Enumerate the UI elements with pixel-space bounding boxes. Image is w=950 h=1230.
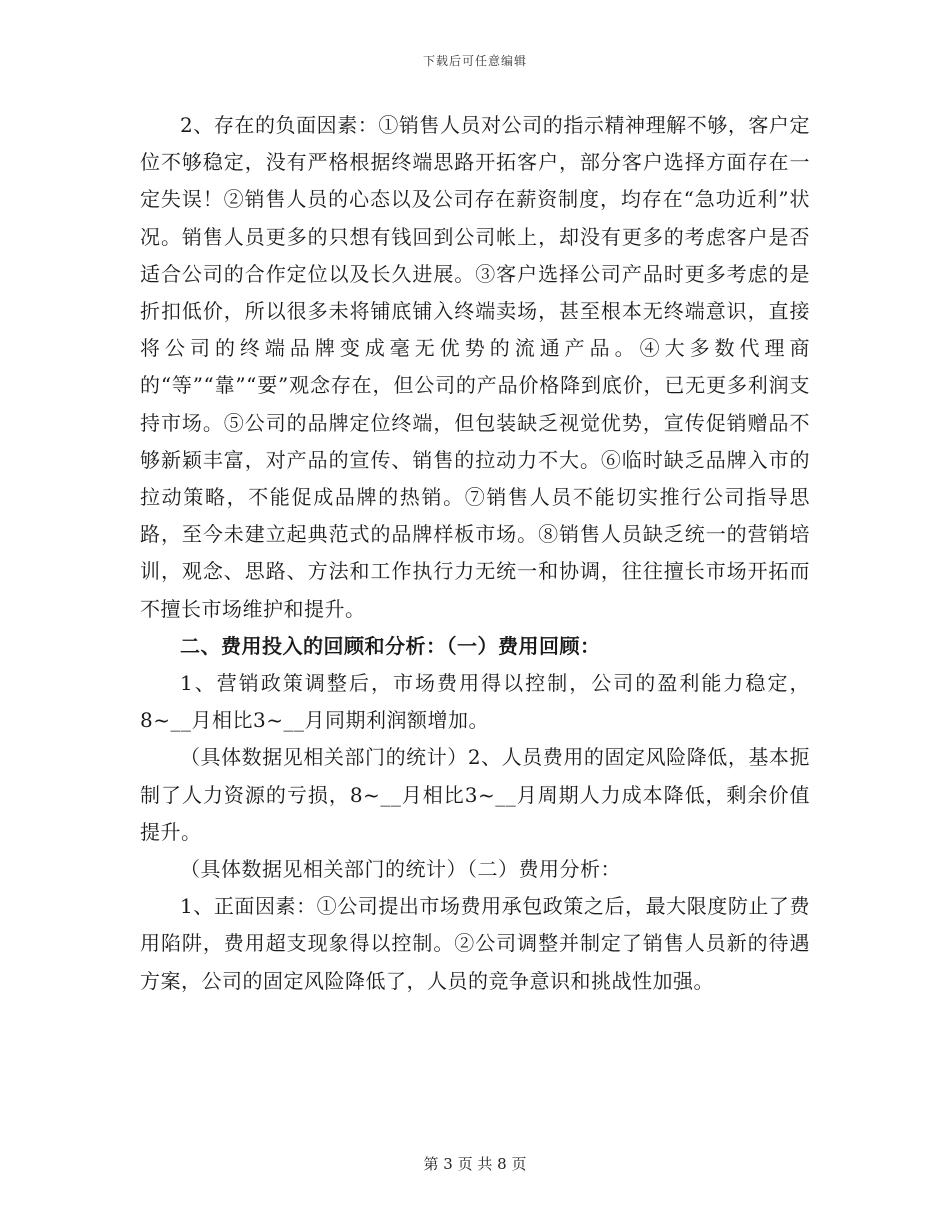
paragraph-negative-factors: 2、存在的负面因素：①销售人员对公司的指示精神理解不够，客户定位不够稳定，没有严格根据终端思路开拓客户，部分客户选择方面存在一定失误！②销售人员的心态以及公司存在薪资制度，均存在“急功近利”状况。销售人员更多的只想有钱回到公司帐上，却没有更多的考虑客户是否适合公司的合作定位以及长久进展。③客户选择公司产品时更多考虑的是折扣低价，所以很多未将铺底铺入终端卖场，甚至根本无终端意识，直接将公司的终端品牌变成毫无优势的流通产品。④大多数代理商的“等”“靠”“要”观念存在，但公司的产品价格降到底价，已无更多利润支持市场。⑤公司的品牌定位终端，但包装缺乏视觉优势，宣传促销赠品不够新颖丰富，对产品的宣传、销售的拉动力不大。⑥临时缺乏品牌入市的拉动策略，不能促成品牌的热销。⑦销售人员不能切实推行公司指导思路，至今未建立起典范式的品牌样板市场。⑧销售人员缺乏统一的营销培训，观念、思路、方法和工作执行力无统一和协调，往往擅长市场开拓而不擅长市场维护和提升。 xyxy=(140,113,810,621)
document-body xyxy=(140,107,810,1000)
paragraph-positive-factors: 1、正面因素：①公司提出市场费用承包政策之后，最大限度防止了费用陷阱，费用超支现象得以控制。②公司调整并制定了销售人员新的待遇方案，公司的固定风险降低了，人员的竞争意识和挑战性加强。 xyxy=(140,894,810,993)
page-header: 下载后可任意编辑 xyxy=(422,54,527,68)
section-heading-cost-review: 二、费用投入的回顾和分析：（一）费用回顾： xyxy=(180,633,601,658)
paragraph-marketing-policy: 1、营销政策调整后，市场费用得以控制，公司的盈利能力稳定，8~__月相比3~__月同期利润额增加。 xyxy=(140,671,810,733)
paragraph-personnel-cost: （具体数据见相关部门的统计）2、人员费用的固定风险降低，基本扼制了人力资源的亏损，8~__月相比3~__月周期人力成本降低，剩余价值提升。 xyxy=(140,745,810,844)
paragraph-cost-analysis-heading: （具体数据见相关部门的统计）（二）费用分析： xyxy=(180,857,621,882)
page-footer: 第 3 页 共 8 页 xyxy=(423,1155,527,1173)
